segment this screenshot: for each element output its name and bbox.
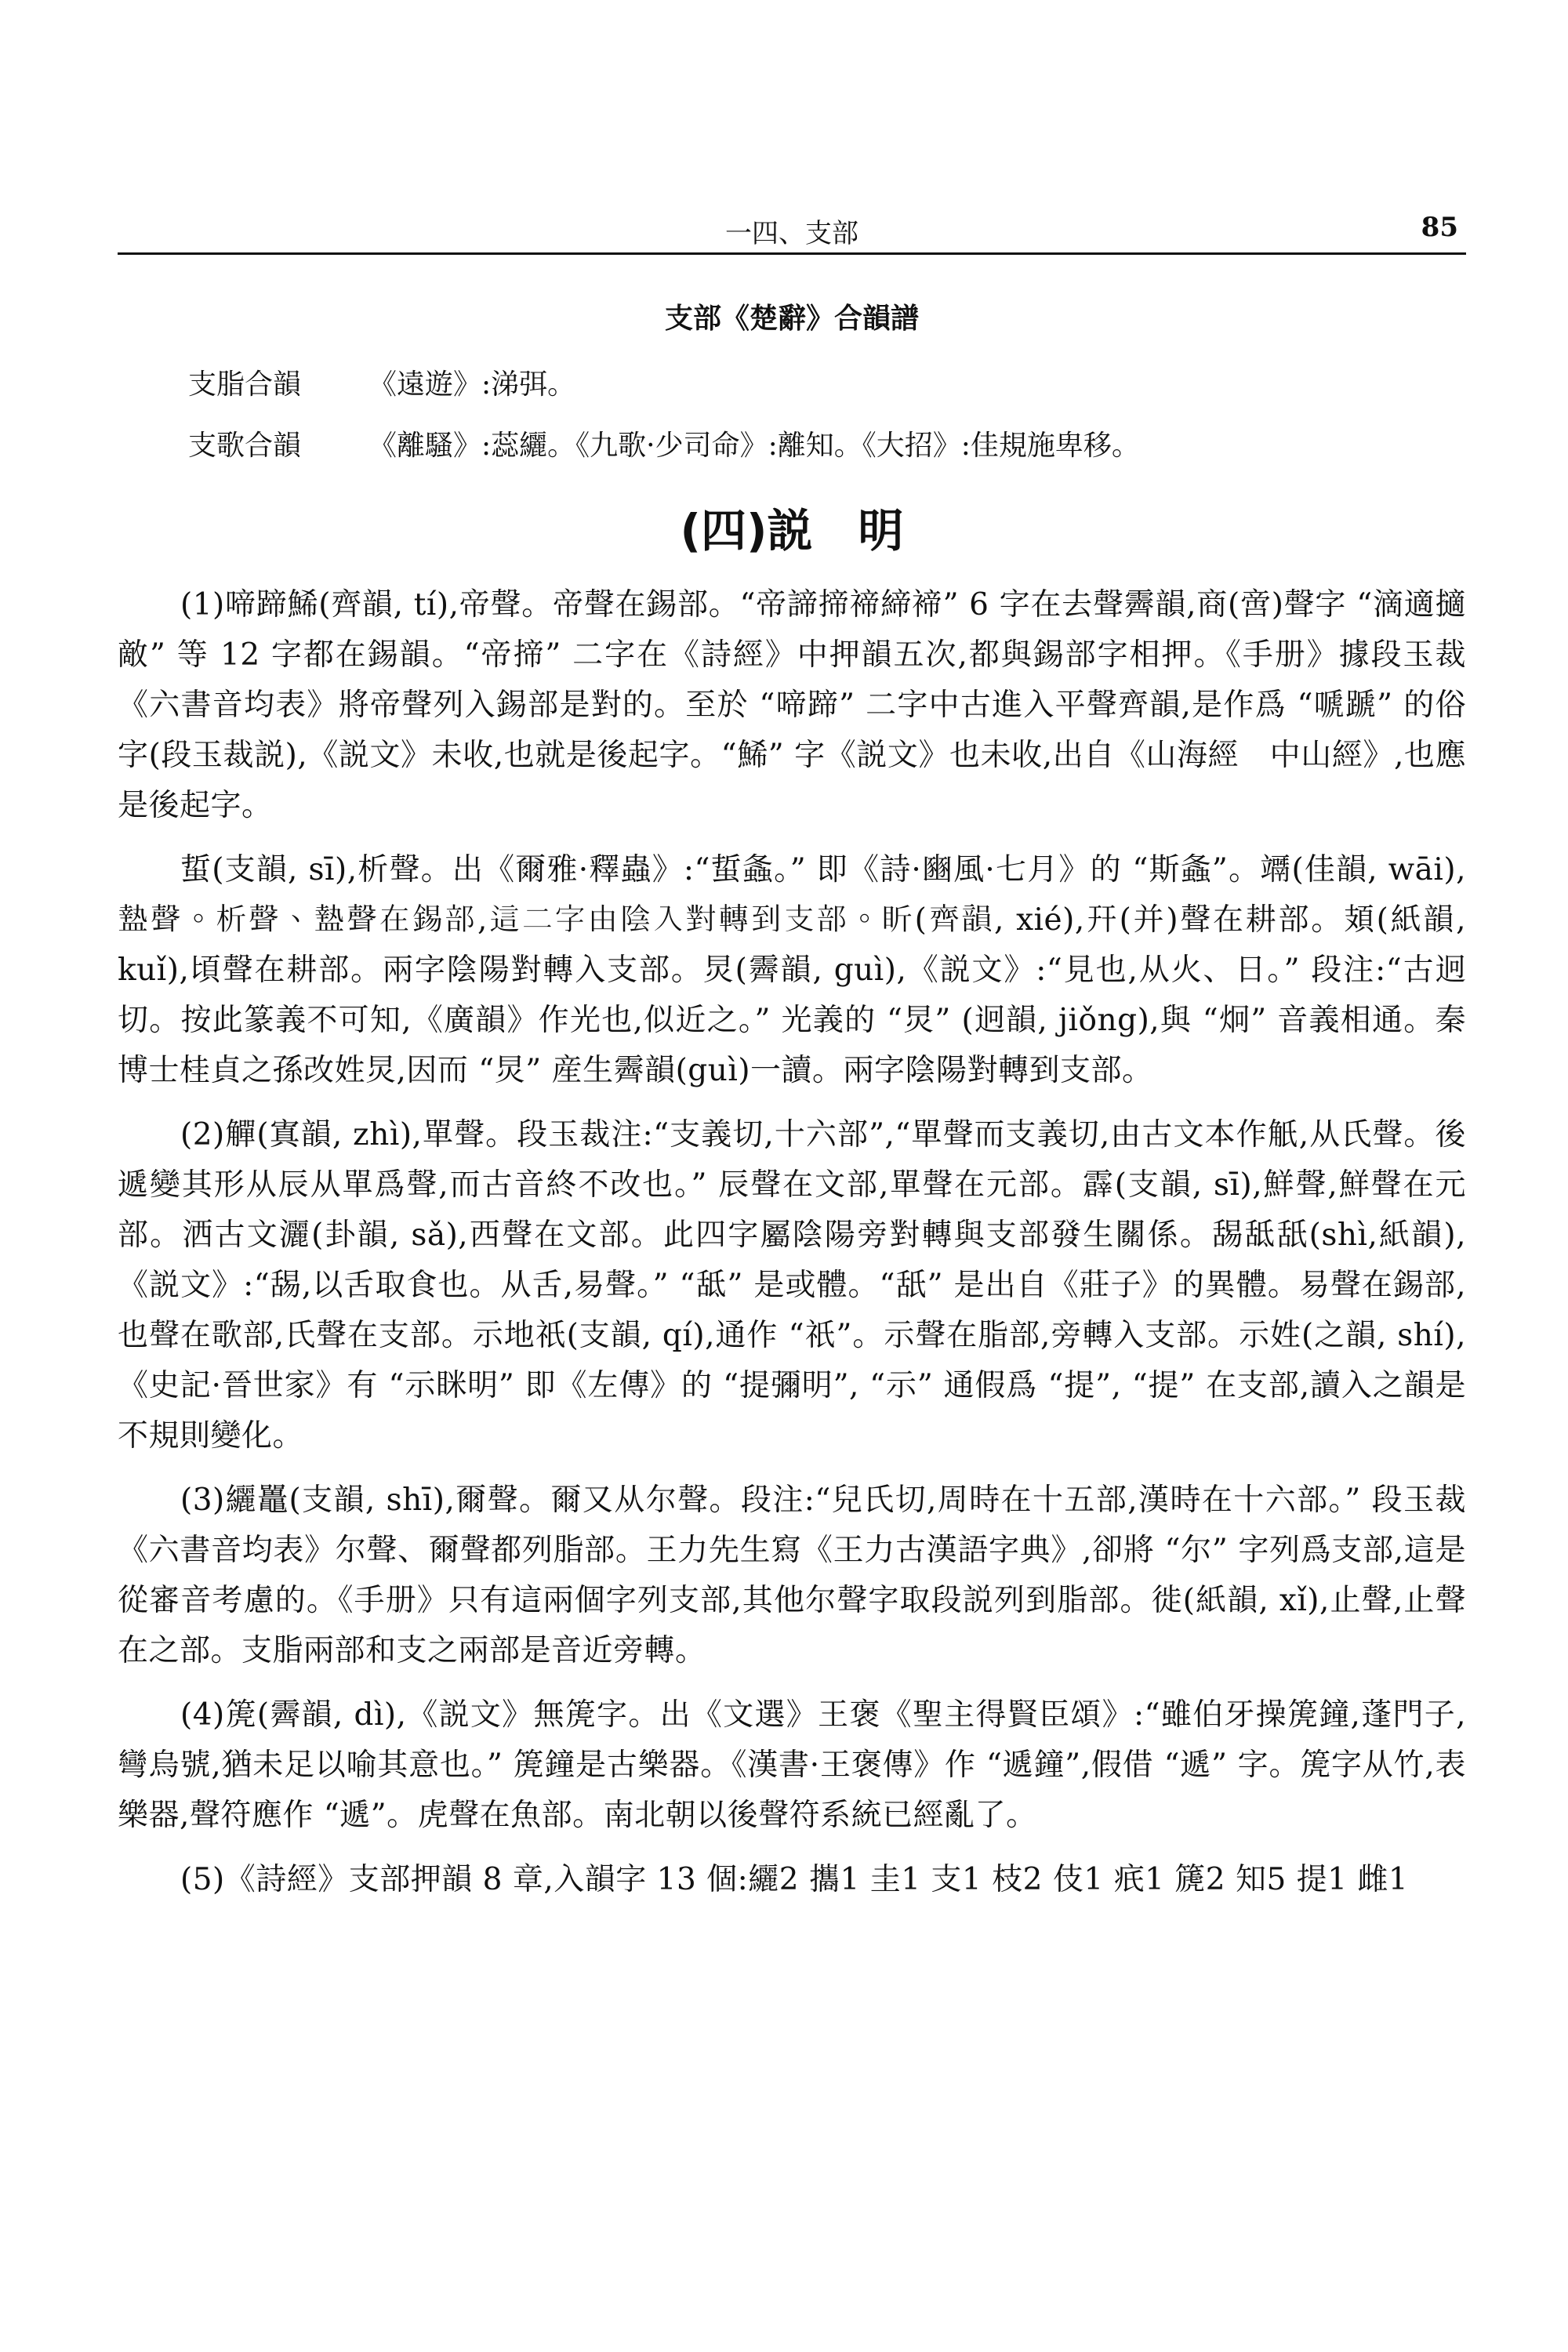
paragraph-3: (2)觶(寘韻, zhì),單聲。段玉裁注:“支義切,十六部”,“單聲而支義切,由古文本作觗,从氏聲。後遞變其形从辰从單爲聲,而古音終不改也。” 辰聲在文部,單聲在元部。霹(支韻, sī),鮮聲,鮮聲在元部。洒古文灑(卦韻, sǎ),西聲在文部。此四字屬陰陽旁對轉與支部發生關係。舓䑛舐(shì,紙韻),《説文》:“舓,以舌取食也。从舌,易聲。” “䑛” 是或體。“舐” 是出自《莊子》的異體。易聲在錫部,也聲在歌部,氏聲在支部。示地祇(支韻, qí),通作 “祇”。示聲在脂部,旁轉入支部。示姓(之韻, shí),《史記·晉世家》有 “示眯明” 即《左傳》的 “提彌明”, “示” 通假爲 “提”, “提” 在支部,讀入之韻是不規則變化。 [118, 1117, 1466, 1454]
paragraph-5: (4)箎(霽韻, dì),《説文》無箎字。出《文選》王褒《聖主得賢臣頌》:“雖伯牙操箎鐘,蓬門子,彎烏號,猶未足以喻其意也。” 箎鐘是古樂器。《漢書·王褒傳》作 “遞鐘”,假借 “遞” 字。箎字从竹,表樂器,聲符應作 “遞”。虎聲在魚部。南北朝以後聲符系統已經亂了。 [118, 1697, 1466, 1833]
section-title: (四)説 明 [680, 504, 904, 557]
paragraph-4: (3)纚鼉(支韻, shī),爾聲。爾又从尔聲。段注:“兒氏切,周時在十五部,漢時在十六部。” 段玉裁《六書音均表》尔聲、爾聲都列脂部。王力先生寫《王力古漢語字典》,卻將 “尔” 字列爲支部,這是從審音考慮的。《手册》只有這兩個字列支部,其他尔聲字取段説列到脂部。徙(紙韻, xǐ),止聲,止聲在之部。支脂兩部和支之兩部是音近旁轉。 [118, 1483, 1466, 1668]
paragraph-1: (1)啼蹄鯑(齊韻, tí),帝聲。帝聲在錫部。“帝諦揥禘締褅” 6 字在去聲霽韻,商(啻)聲字 “滴適擿敵” 等 12 字都在錫韻。“帝揥” 二字在《詩經》中押韻五次,都與錫部字相押。《手册》據段玉裁《六書音均表》將帝聲列入錫部是對的。至於 “啼蹄” 二字中古進入平聲齊韻,是作爲 “嗁蹏” 的俗字(段玉裁説),《説文》未收,也就是後起字。“鯑” 字《説文》也未收,出自《山海經 中山經》,也應是後起字。 [118, 587, 1466, 823]
rhyme-label: 支歌合韻 [188, 430, 302, 462]
rhyme-label: 支脂合韻 [188, 368, 302, 401]
page-number: 85 [1421, 212, 1458, 243]
section-heading: 一四、支部 [725, 218, 858, 249]
rhyme-text: 《離騷》:蕊纚。《九歌·少司命》:離知。《大招》:佳規施卑移。 [368, 430, 1140, 462]
paragraph-2: 蜇(支韻, sī),析聲。出《爾雅·釋蟲》:“蜇螽。” 即《詩·豳風·七月》的 “斯螽”。竵(佳韻, wāi),𥂕聲。析聲、𥂕聲在錫部,這二字由陰入對轉到支部。盺(齊韻, xié),幵(并)聲在耕部。頍(紙韻, kuǐ),頃聲在耕部。兩字陰陽對轉入支部。炅(霽韻, guì),《説文》:“見也,从火、日。” 段注:“古迥切。按此篆義不可知,《廣韻》作光也,似近之。” 光義的 “炅” (迥韻, jiǒng),與 “炯” 音義相通。秦博士桂貞之孫改姓炅,因而 “炅” 産生霽韻(guì)一讀。兩字陰陽對轉到支部。 [118, 852, 1466, 1088]
rhyme-text: 《遠遊》:涕弭。 [368, 368, 576, 401]
rhyme-table-title: 支部《楚辭》合韻譜 [664, 303, 919, 335]
body-text [118, 580, 1466, 1919]
paragraph-6: (5)《詩經》支部押韻 8 章,入韻字 13 個:纚2 攜1 圭1 支1 枝2 伎1 疧1 篪2 知5 提1 雌1 [180, 1862, 1409, 1897]
rhyme-line [188, 362, 575, 402]
running-header [118, 205, 1466, 255]
rhyme-line [188, 423, 1140, 463]
book-page [118, 0, 1466, 2352]
